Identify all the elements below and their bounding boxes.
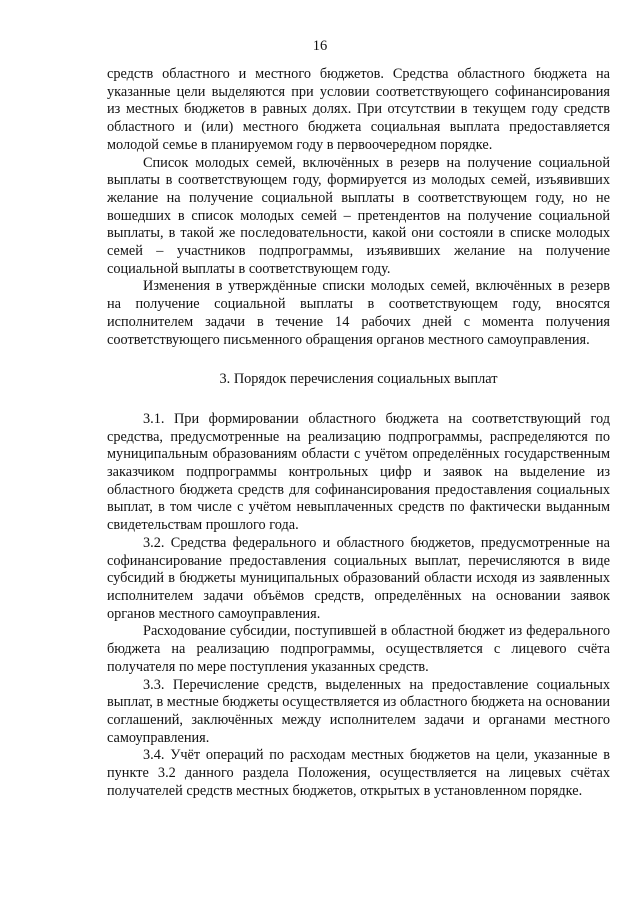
- paragraph-reserve-list: Список молодых семей, включённых в резерв на получение социальной выплаты в соответствующем году, формируется из молодых семей, изъявивших желание на получение социальной выплаты в соответствующем году, но не вошедших в список молодых семей – претендентов на получение социальной выплаты, в такой же последовательности, какой они состояли в списке молодых семей – участников подпрограммы, изъявивших желание на получение социальной выплаты в соответствующем году.: [107, 154, 610, 277]
- paragraph-continuation: средств областного и местного бюджетов. Средства областного бюджета на указанные цели выделяются при условии соответствующего софинансирования из местных бюджетов в равных долях. При отсутствии в текущем году средств областного и (или) местного бюджета социальная выплата предоставляется молодой семье в планируемом году в первоочередном порядке.: [107, 66, 610, 153]
- document-body: [107, 66, 610, 800]
- page-number: 16: [312, 38, 328, 54]
- paragraph-3-1: 3.1. При формировании областного бюджета на соответствующий год средства, предусмотренные на реализацию подпрограммы, распределяются по муниципальным образованиям области с учётом определённых государственным заказчиком подпрограммы контрольных цифр и заявок на выделение из областного бюджета средств для софинансирования предоставления социальных выплат, в том числе с учётом невыплаченных средств по фактически выданным свидетельствам прошлого года.: [107, 410, 610, 534]
- paragraph-subsidy-spending: Расходование субсидии, поступившей в областной бюджет из федерального бюджета на реализацию подпрограммы, осуществляется с лицевого счёта получателя по мере поступления указанных средств.: [107, 623, 610, 675]
- paragraph-3-4: 3.4. Учёт операций по расходам местных бюджетов на цели, указанные в пункте 3.2 данного раздела Положения, осуществляется на лицевых счётах получателей средств местных бюджетов, открытых в установленном порядке.: [107, 747, 610, 799]
- paragraph-list-changes: Изменения в утверждённые списки молодых семей, включённых в резерв на получение социальной выплаты в соответствующем году, вносятся исполнителем задачи в течение 14 рабочих дней с момента получения соответствующего письменного обращения органов местного самоуправления.: [107, 278, 610, 348]
- paragraph-3-2: 3.2. Средства федерального и областного бюджетов, предусмотренные на софинансирование предоставления социальных выплат, перечисляются в виде субсидий в бюджеты муниципальных образований области исходя из заявленных исполнителем задачи объёмов средств, определённых на основании заявок органов местного самоуправления.: [107, 534, 610, 622]
- paragraph-3-3: 3.3. Перечисление средств, выделенных на предоставление социальных выплат, в местные бюджеты осуществляется из областного бюджета на основании соглашений, заключённых между исполнителем задачи и органами местного самоуправления.: [107, 676, 610, 746]
- section-heading: 3. Порядок перечисления социальных выплат: [219, 371, 498, 388]
